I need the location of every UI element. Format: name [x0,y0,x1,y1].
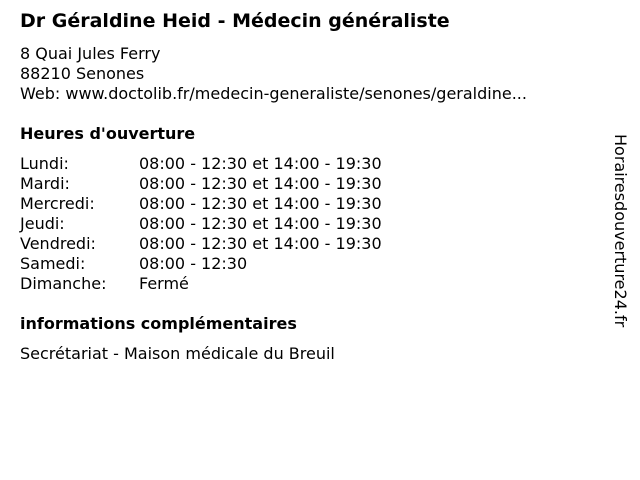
page-title: Dr Géraldine Heid - Médecin généraliste [20,10,450,32]
address-city: 88210 Senones [20,64,145,83]
address-block [20,44,527,104]
hours-day: Jeudi: [20,214,65,233]
hours-day: Samedi: [20,254,86,273]
hours-time: Fermé [139,274,189,293]
hours-heading: Heures d'ouverture [20,124,196,143]
hours-row-friday [20,234,440,254]
hours-day: Vendredi: [20,234,96,253]
hours-table [20,154,440,294]
hours-row-tuesday [20,174,440,194]
hours-day: Mardi: [20,174,70,193]
address-street: 8 Quai Jules Ferry [20,44,161,63]
hours-row-wednesday [20,194,440,214]
hours-row-thursday [20,214,440,234]
hours-row-saturday [20,254,440,274]
site-watermark: Horairesdouverture24.fr [611,134,630,328]
hours-time: 08:00 - 12:30 et 14:00 - 19:30 [139,234,382,253]
hours-row-monday [20,154,440,174]
hours-time: 08:00 - 12:30 et 14:00 - 19:30 [139,154,382,173]
hours-time: 08:00 - 12:30 [139,254,248,273]
hours-day: Lundi: [20,154,69,173]
extra-info-text: Secrétariat - Maison médicale du Breuil [20,344,335,363]
hours-day: Dimanche: [20,274,107,293]
hours-day: Mercredi: [20,194,95,213]
hours-time: 08:00 - 12:30 et 14:00 - 19:30 [139,194,382,213]
address-web: Web: www.doctolib.fr/medecin-generaliste/senones/geraldine... [20,84,527,103]
extra-info-heading: informations complémentaires [20,314,297,333]
hours-time: 08:00 - 12:30 et 14:00 - 19:30 [139,214,382,233]
hours-row-sunday [20,274,440,294]
hours-time: 08:00 - 12:30 et 14:00 - 19:30 [139,174,382,193]
